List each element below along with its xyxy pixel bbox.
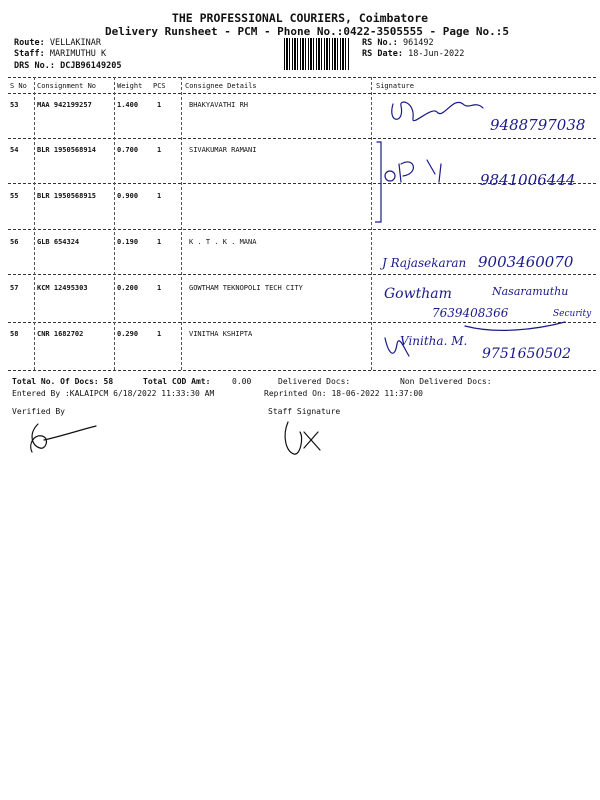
cell-sno: 58 (10, 330, 19, 338)
cell-pcs: 1 (157, 238, 162, 246)
reprinted-label: Reprinted On: (264, 389, 327, 398)
handwriting-name: Vinitha. M. (400, 334, 468, 348)
verified-by-signature (14, 418, 104, 458)
barcode (284, 38, 350, 70)
entered-by (12, 389, 214, 398)
cell-pcs: 1 (157, 192, 162, 200)
cell-sno: 53 (10, 101, 19, 109)
entered-by-value: KALAIPCM 6/18/2022 11:33:30 AM (69, 389, 215, 398)
staff-label: Staff: (14, 49, 45, 59)
handwriting-phone: 9751650502 (482, 346, 572, 362)
column-rule (34, 77, 35, 370)
handwriting-phone: 9841006444 (480, 171, 576, 189)
column-rule (181, 77, 182, 370)
total-cod-label: Total COD Amt: (143, 377, 211, 386)
cell-sno: 55 (10, 192, 19, 200)
cell-pcs: 1 (157, 146, 162, 154)
cell-weight: 1.400 (117, 101, 139, 109)
col-header-sno: S No (10, 82, 27, 90)
rule-top (8, 77, 596, 78)
total-cod (143, 377, 210, 386)
cell-weight: 0.700 (117, 146, 139, 154)
staff-signature-mark (278, 418, 338, 460)
cell-pcs: 1 (157, 101, 162, 109)
cell-consignee: BHAKYAVATHI RH (189, 101, 249, 109)
total-cod-value: 0.00 (232, 377, 252, 386)
reprinted-on (264, 389, 423, 398)
staff-value: MARIMUTHU K (49, 49, 107, 59)
document-title: THE PROFESSIONAL COURIERS, Coimbatore (171, 11, 429, 25)
handwriting-phone: 9488797038 (490, 116, 586, 134)
non-delivered-docs-label: Non Delivered Docs: (400, 377, 492, 386)
cell-sno: 56 (10, 238, 19, 246)
cell-consignment: BLR 1950568914 (37, 146, 97, 154)
cell-consignee: SIVAKUMAR RAMANI (189, 146, 257, 154)
col-header-weight: Weight (117, 82, 143, 90)
total-docs (12, 377, 113, 386)
cell-pcs: 1 (157, 330, 162, 338)
handwriting-phone: 9003460070 (478, 253, 574, 271)
cell-consignment: BLR 1950568915 (37, 192, 97, 200)
drs-field (14, 61, 122, 71)
cell-consignee: K . T . K . MANA (189, 238, 257, 246)
total-docs-label: Total No. Of Docs: (12, 377, 99, 386)
route-value: VELLAKINAR (49, 38, 102, 48)
handwritten-signatures (375, 94, 600, 374)
rs-no-label: RS No.: (362, 38, 398, 48)
reprinted-value: 18-06-2022 11:37:00 (331, 389, 423, 398)
cell-weight: 0.290 (117, 330, 139, 338)
cell-consignment: CNR 1682702 (37, 330, 84, 338)
document-subtitle: Delivery Runsheet - PCM - Phone No.:0422-3505555 - Page No.:5 (105, 25, 509, 38)
cell-consignee: VINITHA KSHIPTA (189, 330, 253, 338)
entered-by-label: Entered By : (12, 389, 70, 398)
column-rule (371, 77, 372, 370)
cell-weight: 0.900 (117, 192, 139, 200)
route-label: Route: (14, 38, 45, 48)
cell-pcs: 1 (157, 284, 162, 292)
handwriting-note: Security (553, 309, 592, 319)
verified-by-label: Verified By (12, 407, 65, 416)
cell-weight: 0.190 (117, 238, 139, 246)
col-header-consignment: Consignment No (37, 82, 97, 90)
cell-consignee: GOWTHAM TEKNOPOLI TECH CITY (189, 284, 303, 292)
cell-consignment: MAA 942199257 (37, 101, 92, 109)
staff-signature-label: Staff Signature (268, 407, 341, 416)
rs-date-value: 18-Jun-2022 (408, 49, 465, 59)
handwriting-name: Gowtham (384, 286, 452, 302)
column-rule (114, 77, 115, 370)
delivered-docs-label: Delivered Docs: (278, 377, 351, 386)
drs-value: DCJB96149205 (60, 61, 122, 71)
rs-date-field (362, 49, 464, 59)
cell-weight: 0.200 (117, 284, 139, 292)
rs-date-label: RS Date: (362, 49, 403, 59)
staff-field (14, 49, 106, 59)
route-field (14, 38, 101, 48)
drs-label: DRS No.: (14, 61, 55, 71)
handwriting-name: Nasaramuthu (492, 285, 569, 298)
col-header-signature: Signature (376, 82, 414, 90)
cell-consignment: GLB 654324 (37, 238, 80, 246)
cell-consignment: KCM 12495303 (37, 284, 88, 292)
handwriting-name: J Rajasekaran (382, 256, 467, 270)
rs-no-value: 961492 (402, 38, 434, 48)
rs-no-field (362, 38, 434, 48)
col-header-consignee: Consignee Details (185, 82, 257, 90)
cell-sno: 57 (10, 284, 19, 292)
total-docs-value: 58 (103, 377, 114, 386)
cell-sno: 54 (10, 146, 19, 154)
col-header-pcs: PCS (153, 82, 166, 90)
handwriting-phone: 7639408366 (432, 306, 509, 320)
